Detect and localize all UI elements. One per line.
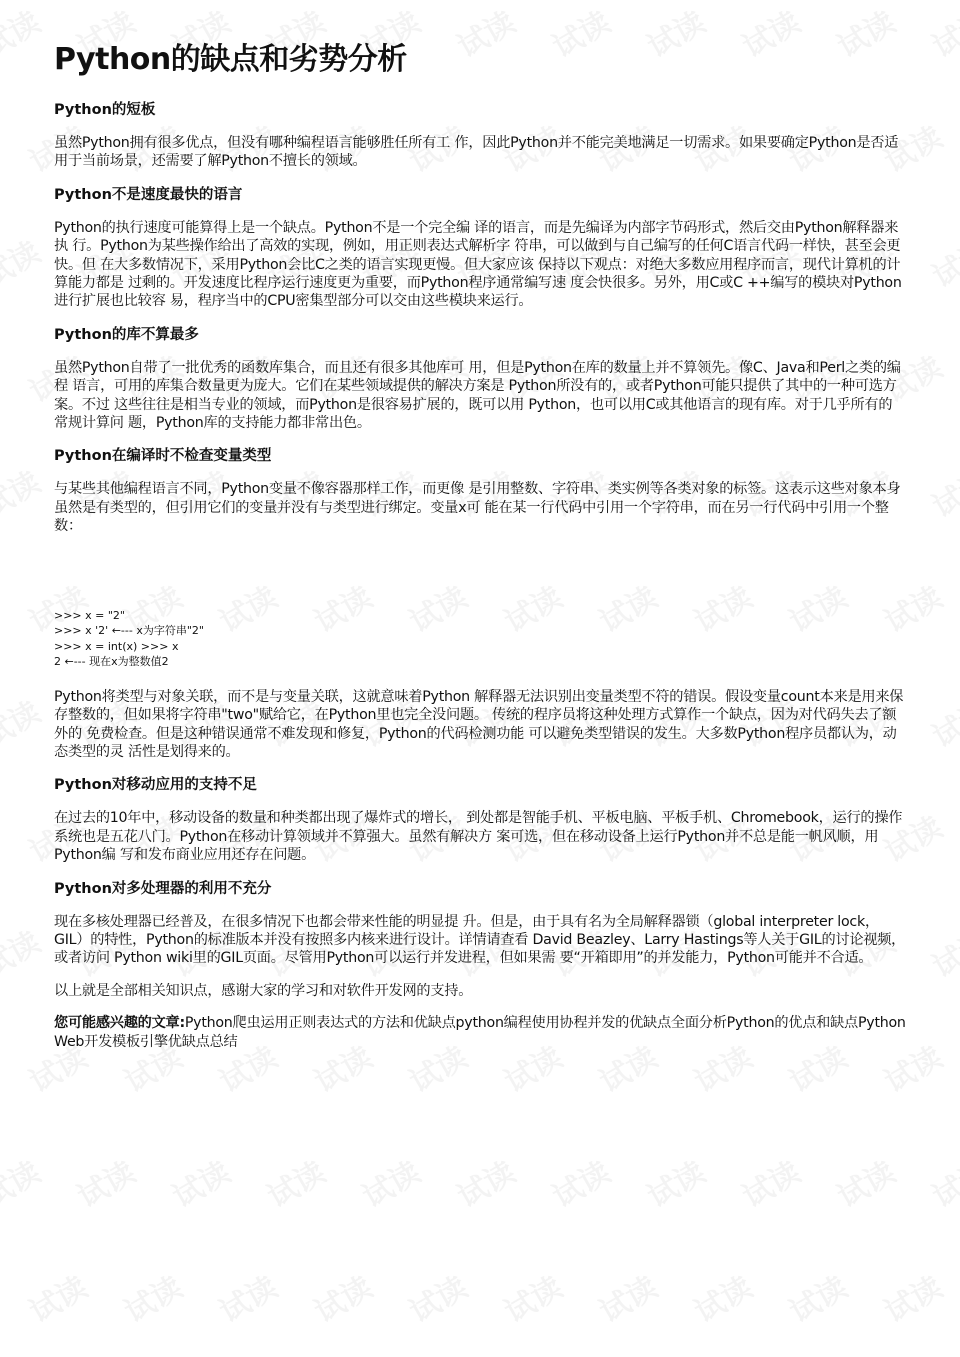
watermark-mark [590,1263,664,1331]
section-heading: Python对移动应用的支持不足 [54,777,257,794]
closing-note: 以上就是全部相关知识点，感谢大家的学习和对软件开发网的支持。 [54,982,473,999]
watermark-mark [163,1148,237,1216]
code-line: >>> x = "2" [54,608,125,622]
section-libraries [54,325,906,433]
watermark-mark [923,918,960,986]
code-line: >>> x '2' ←--- x为字符串"2" [54,624,204,638]
paragraph: Python将类型与对象关联，而不是与变量关联，这就意味着Python 解释器无法识别出变量类型不符的错误。假设变量count本来是用来保 存整数的，但如果将字符串"two"赋给它，在Python里也完全没问题。 传统的程序员将这种处理方式算作一个缺点，因为对代码失去了额外的 免费检查。但是这种错误通常不难发现和修复，Python的代码检测功能 可以避免类型错误的发生。大多数Python程序员都认为，动态类型的灵 活性是划得来的。 [54,688,904,760]
section-heading: Python的短板 [54,102,156,118]
watermark-mark [923,1148,960,1216]
watermark-mark [923,688,960,756]
section-shortcomings [54,100,906,171]
watermark-mark [923,0,960,66]
section-speed [54,185,906,311]
paragraph: 在过去的10年中，移动设备的数量和种类都出现了爆炸式的增长， 到处都是智能手机、平板电脑、平板手机、Chromebook，运行的操作 系统也是五花八门。Python在移动计算领域并不算强大。虽然有解决方 案可选，但在移动设备上运行Python并不总是能一帆风顺，用Python编 写和发布商业应用还存在问题。 [54,810,903,864]
code-line: >>> x = int(x) >>> x [54,639,179,653]
watermark-mark [685,1263,759,1331]
related-links[interactable]: Python爬虫运用正则表达式的方法和优缺点python编程使用协程并发的优缺点全面分析Python的优点和缺点Python Web开发模板引擎优缺点总结 [54,1015,906,1050]
watermark-mark [828,1148,902,1216]
watermark-mark [0,458,47,526]
section-heading: Python在编译时不检查变量类型 [54,448,272,465]
section-heading: Python不是速度最快的语言 [54,186,243,203]
section-mobile [54,775,906,864]
watermark-mark [400,1263,474,1331]
watermark-mark [0,918,47,986]
watermark-mark [638,1148,712,1216]
section-multiprocessor [54,879,906,968]
paragraph: 虽然Python拥有很多优点，但没有哪种编程语言能够胜任所有工 作，因此Python并不能完美地满足一切需求。如果要确定Python是否适 用于当前场景，还需要了解Python不擅长的领域。 [54,135,899,170]
section-type-checking [54,446,906,761]
watermark-mark [305,1263,379,1331]
section-heading: Python对多处理器的利用不充分 [54,880,272,897]
watermark-mark [0,0,47,66]
watermark-mark [20,1263,94,1331]
watermark-mark [210,1263,284,1331]
watermark-mark [353,1148,427,1216]
paragraph: Python的执行速度可能算得上是一个缺点。Python不是一个完全编 译的语言，而是先编译为内部字节码形式，然后交由Python解释器来执 行。Python为某些操作给出了高效的实现，例如，用正则表达式解析字 符串，可以做到与自己编写的任何C语言代码一样快，甚至会更快。但 在大多数情况下，采用Python会比C之类的语言实现更慢。但大家应该 保持以下观点：对绝大多数应用程序而言，现代计算机的计算能力都是 过剩的。开发速度比程序运行速度更为重要，而Python程序通常编写速 度会快很多。另外，用C或C ++编写的模块对Python进行扩展也比较容 易，程序当中的CPU密集型部分可以交由这些模块来运行。 [54,219,902,310]
paragraph: 虽然Python自带了一批优秀的函数库集合，而且还有很多其他库可 用，但是Python在库的数量上并不算领先。像C、Java和Perl之类的编程 语言，可用的库集合数量更为庞大。它们在某些领域提供的解决方案是 Python所没有的，或者Python可能只提供了其中的一种可选方案。不过 这些往往是相当专业的领域，而Python是很容易扩展的，既可以用 Python，也可以用C或其他语言的现有库。对于几乎所有的常规计算问 题，Python库的支持能力都非常出色。 [54,359,901,432]
paragraph: 现在多核处理器已经普及，在很多情况下也都会带来性能的明显提 升。但是，由于具有名为全局解释器锁（global interpreter lock，GIL）的特性，Python的标准版本并没有按照多内核来进行设计。详情请查看 David Beazley、Larry Hastings等人关于GIL的讨论视频，或者访问 Python wiki里的GIL页面。尽管用Python可以运行并发进程，但如果需 要“开箱即用”的并发能力，Python可能并不合适。 [54,913,906,967]
watermark-mark [875,1263,949,1331]
watermark-mark [258,1148,332,1216]
watermark-mark [780,1263,854,1331]
related-articles [54,1014,906,1051]
watermark-mark [733,1148,807,1216]
watermark-mark [0,228,47,296]
watermark-mark [543,1148,617,1216]
watermark-mark [0,1148,47,1216]
watermark-mark [448,1148,522,1216]
section-heading: Python的库不算最多 [54,326,199,343]
paragraph: 与某些其他编程语言不同，Python变量不像容器那样工作，而更像 是引用整数、字符串、类实例等各类对象的标签。这表示这些对象本身 虽然是有类型的，但引用它们的变量并没有与类型进行绑定。变量x可 能在某一行代码中引用一个字符串，而在另一行代码中引用一个整数： [54,481,901,535]
watermark-mark [115,1263,189,1331]
code-example [54,608,906,670]
watermark-mark [923,228,960,296]
watermark-mark [923,458,960,526]
watermark-mark [0,688,47,756]
page-title: Python的缺点和劣势分析 [54,42,407,77]
related-label: 您可能感兴趣的文章: [54,1015,185,1032]
watermark-mark [495,1263,569,1331]
document-page [54,38,906,1065]
watermark-mark [68,1148,142,1216]
code-line: 2 ←--- 现在x为整数值2 [54,655,169,669]
